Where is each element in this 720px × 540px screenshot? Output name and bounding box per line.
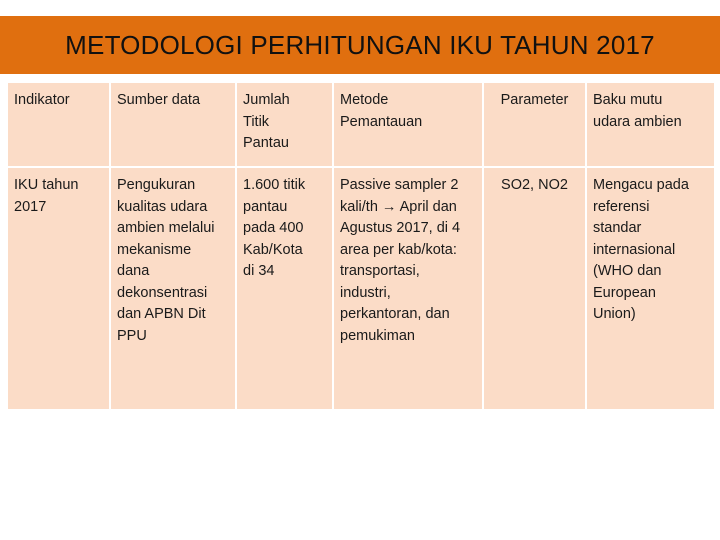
cell-metode: Passive sampler 2 kali/th → April dan Agustus 2017, di 4 area per kab/kota: transportasi, industri, perkantoran, dan pemukiman xyxy=(334,168,482,409)
header-indikator: Indikator xyxy=(8,83,109,166)
title-bar xyxy=(0,16,720,74)
cell-sumber-data: Pengukuran kualitas udara ambien melalui mekanisme dana dekonsentrasi dan APBN Dit PPU xyxy=(111,168,235,409)
cell-jumlah-titik: 1.600 titik pantau pada 400 Kab/Kota di 34 xyxy=(237,168,332,409)
table-row xyxy=(8,168,714,409)
methodology-table xyxy=(6,81,716,411)
page-title: METODOLOGI PERHITUNGAN IKU TAHUN 2017 xyxy=(65,29,655,60)
cell-baku-mutu: Mengacu pada referensi standar internasional (WHO dan European Union) xyxy=(587,168,714,409)
header-sumber-data: Sumber data xyxy=(111,83,235,166)
cell-indikator: IKU tahun 2017 xyxy=(8,168,109,409)
table-header-row xyxy=(8,83,714,166)
header-baku-mutu: Baku mutu udara ambien xyxy=(587,83,714,166)
cell-parameter: SO2, NO2 xyxy=(484,168,585,409)
header-parameter: Parameter xyxy=(484,83,585,166)
header-metode-pemantauan: Metode Pemantauan xyxy=(334,83,482,166)
header-jumlah-titik-pantau: Jumlah Titik Pantau xyxy=(237,83,332,166)
